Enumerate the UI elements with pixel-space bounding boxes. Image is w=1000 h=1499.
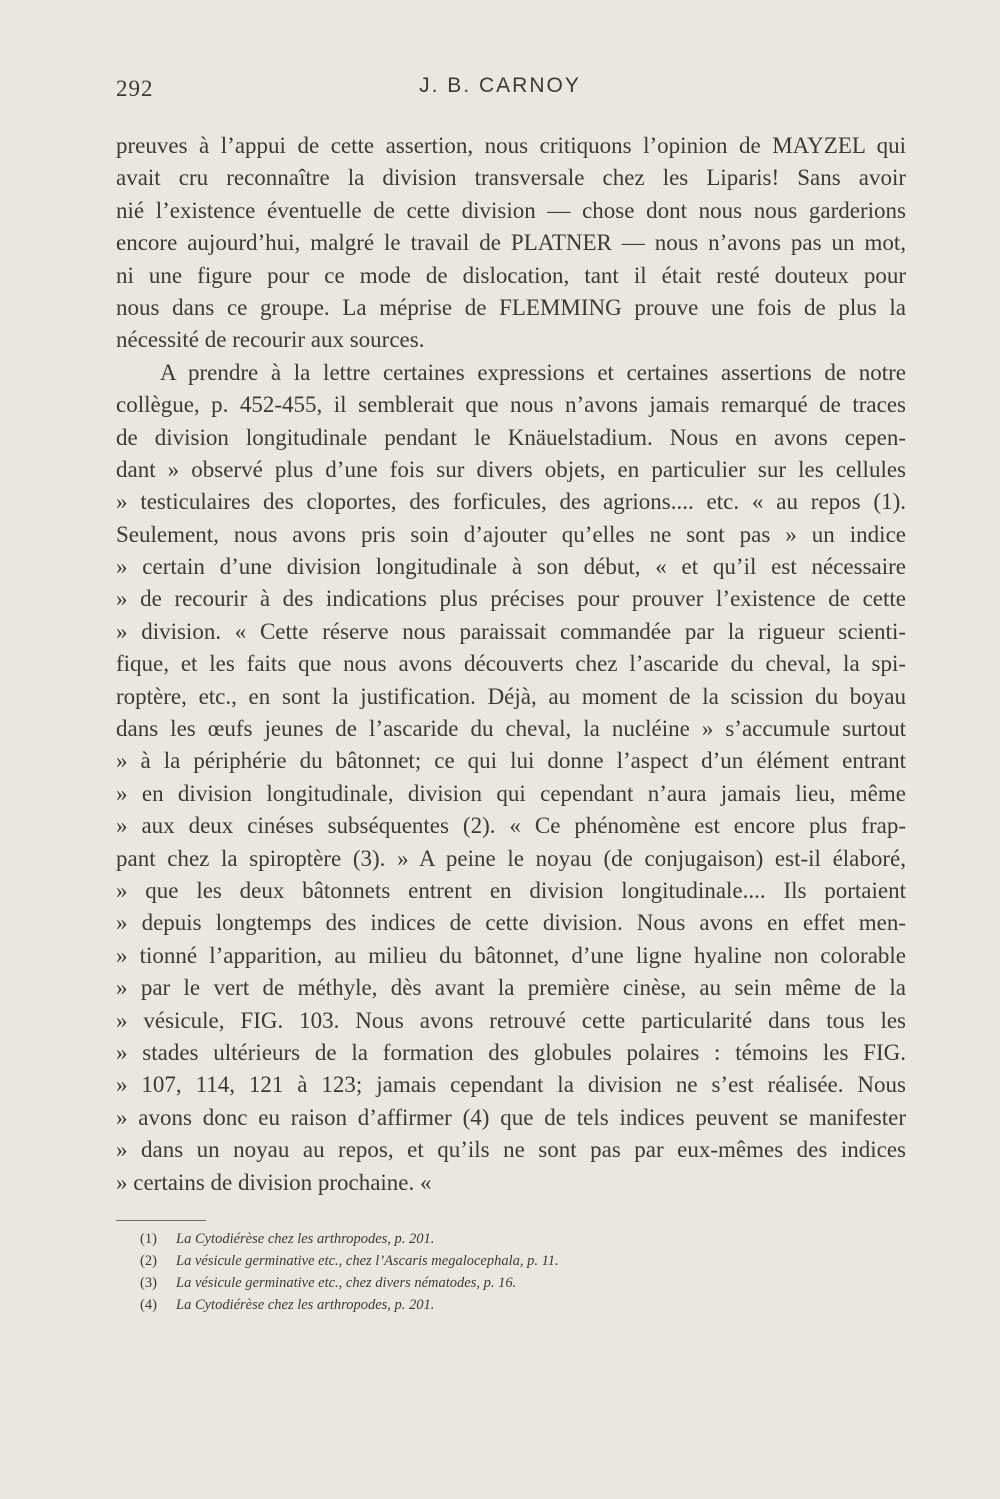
body-line: » de recourir à des indications plus précises pour prouver l’existence de cette	[116, 586, 906, 612]
body-line: » certain d’une division longitudinale à son début, « et qu’il est nécessaire	[116, 554, 906, 580]
running-head: J. B. CARNOY	[419, 74, 581, 97]
footnote-text: La vésicule germinative etc., chez l’Ascaris megalocephala, p. 11.	[176, 1253, 559, 1269]
body-line: roptère, etc., en sont la justification. Déjà, au moment de la scission du boyau	[116, 683, 906, 709]
body-line: avait cru reconnaître la division transversale chez les Liparis! Sans avoir	[116, 165, 906, 191]
body-line: » certains de division prochaine. «	[116, 1169, 432, 1195]
body-line: » avons donc eu raison d’affirmer (4) que de tels indices peuvent se manifester	[116, 1104, 906, 1130]
footnote	[140, 1228, 860, 1250]
body-line: nous dans ce groupe. La méprise de FLEMMING prouve une fois de plus la	[116, 294, 906, 320]
footnote	[140, 1294, 860, 1316]
body-text	[116, 130, 906, 1199]
body-line: » testiculaires des cloportes, des forficules, des agrions.... etc. « au repos (1).	[116, 489, 906, 515]
body-line: nécessité de recourir aux sources.	[116, 327, 425, 353]
body-line: fique, et les faits que nous avons découverts chez l’ascaride du cheval, la spi-	[116, 651, 906, 677]
footnote-text: La Cytodiérèse chez les arthropodes, p. 201.	[176, 1297, 435, 1313]
body-line: » en division longitudinale, division qui cependant n’aura jamais lieu, même	[116, 780, 906, 806]
body-line: » vésicule, FIG. 103. Nous avons retrouvé cette particularité dans tous les	[116, 1007, 906, 1033]
body-line: » 107, 114, 121 à 123; jamais cependant la division ne s’est réalisée. Nous	[116, 1072, 906, 1098]
body-line: » aux deux cinéses subséquentes (2). « Ce phénomène est encore plus frap-	[116, 813, 906, 839]
body-line: » par le vert de méthyle, dès avant la première cinèse, au sein même de la	[116, 975, 906, 1001]
body-line: dans les œufs jeunes de l’ascaride du cheval, la nucléine » s’accumule surtout	[116, 716, 906, 742]
footnote	[140, 1272, 860, 1294]
body-line: collègue, p. 452-455, il semblerait que nous n’avons jamais remarqué de traces	[116, 392, 906, 418]
page-number: 292	[116, 76, 154, 101]
body-line: dant » observé plus d’une fois sur divers objets, en particulier sur les cellules	[116, 456, 906, 482]
body-line: de division longitudinale pendant le Knäuelstadium. Nous en avons cepen-	[116, 424, 906, 450]
body-line: » division. « Cette réserve nous paraissait commandée par la rigueur scienti-	[116, 618, 906, 644]
body-line: Seulement, nous avons pris soin d’ajouter qu’elles ne sont pas » un indice	[116, 521, 906, 547]
footnote	[140, 1250, 860, 1272]
footnote-rule	[116, 1220, 206, 1221]
footnote-number: (3)	[140, 1275, 157, 1291]
footnote-text: La vésicule germinative etc., chez divers nématodes, p. 16.	[176, 1275, 517, 1291]
footnote-text: La Cytodiérèse chez les arthropodes, p. 201.	[176, 1231, 435, 1247]
body-line: » que les deux bâtonnets entrent en division longitudinale.... Ils portaient	[116, 877, 906, 903]
body-line: pant chez la spiroptère (3). » A peine le noyau (de conjugaison) est-il élaboré,	[116, 845, 906, 871]
body-line: » dans un noyau au repos, et qu’ils ne sont pas par eux-mêmes des indices	[116, 1137, 906, 1163]
body-line: » tionné l’apparition, au milieu du bâtonnet, d’une ligne hyaline non colorable	[116, 942, 906, 968]
body-line: » à la périphérie du bâtonnet; ce qui lui donne l’aspect d’un élément entrant	[116, 748, 906, 774]
body-line: ni une figure pour ce mode de dislocation, tant il était resté douteux pour	[116, 262, 906, 288]
body-line: A prendre à la lettre certaines expressions et certaines assertions de notre	[160, 359, 906, 385]
body-line: » depuis longtemps des indices de cette division. Nous avons en effet men-	[116, 910, 906, 936]
body-line: » stades ultérieurs de la formation des globules polaires : témoins les FIG.	[116, 1039, 906, 1065]
footnote-number: (2)	[140, 1253, 157, 1269]
body-line: nié l’existence éventuelle de cette division — chose dont nous nous garderions	[116, 197, 906, 223]
footnote-number: (4)	[140, 1297, 157, 1313]
body-line: encore aujourd’hui, malgré le travail de PLATNER — nous n’avons pas un mot,	[116, 230, 906, 256]
footnote-number: (1)	[140, 1231, 157, 1247]
footnotes	[140, 1228, 860, 1316]
body-line: preuves à l’appui de cette assertion, nous critiquons l’opinion de MAYZEL qui	[116, 133, 906, 158]
